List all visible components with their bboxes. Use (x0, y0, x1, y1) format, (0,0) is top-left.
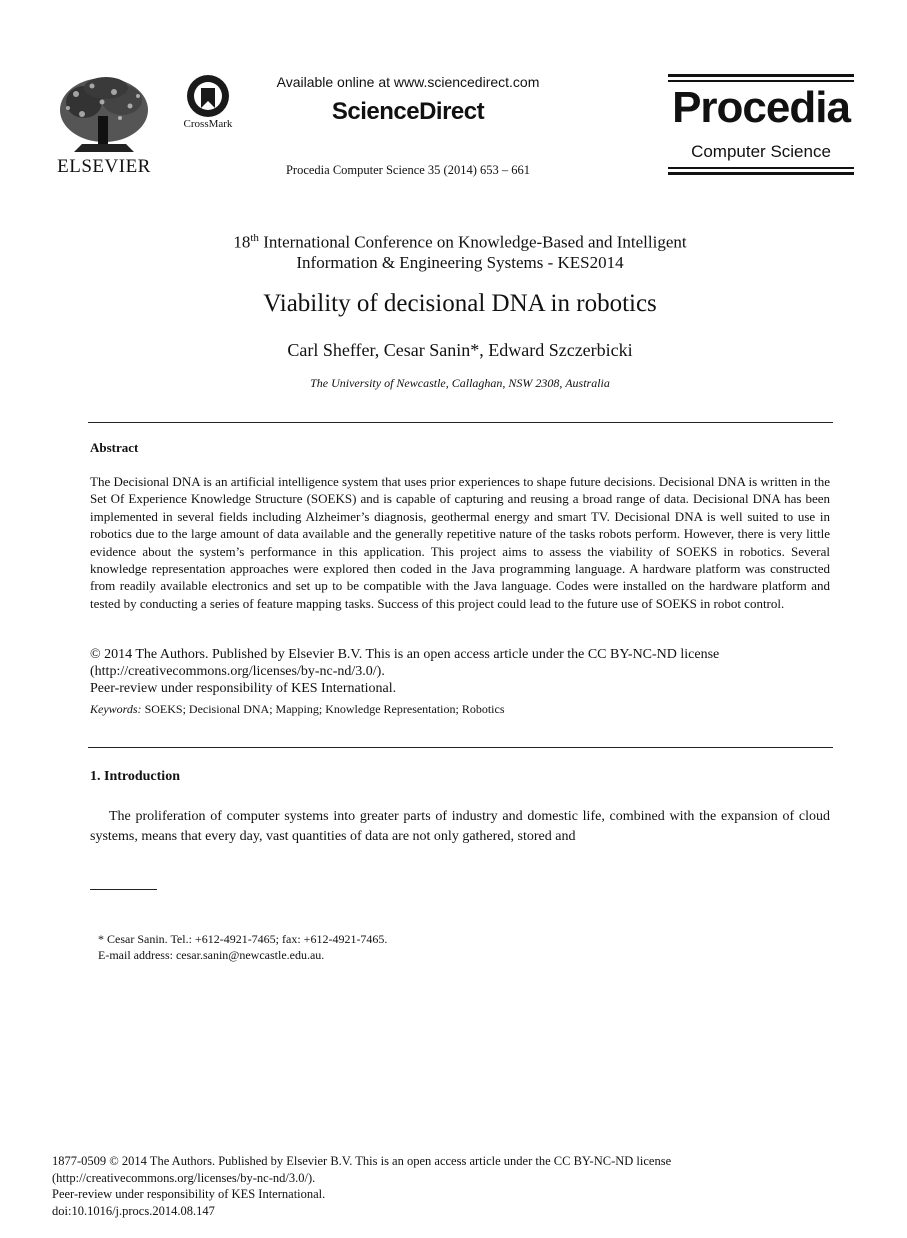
platform-name: ScienceDirect (331, 98, 485, 125)
divider-bottom (88, 747, 833, 748)
availability-line: Available online at www.sciencedirect.com (276, 74, 540, 90)
bottom-peer-review: Peer-review under responsibility of KES International. (52, 1187, 326, 1201)
keywords-list: SOEKS; Decisional DNA; Mapping; Knowledge Representation; Robotics (141, 702, 505, 716)
copyright-notice (90, 646, 830, 697)
conference-ordinal: 18 (233, 232, 251, 252)
footnote-email: E-mail address: cesar.sanin@newcastle.edu.au. (98, 948, 325, 962)
doi[interactable]: doi:10.1016/j.procs.2014.08.147 (52, 1203, 215, 1218)
journal-brand: Procedia (672, 83, 850, 132)
keywords-label: Keywords: (90, 702, 142, 716)
divider-top (88, 422, 833, 423)
affiliation: The University of Newcastle, Callaghan, NSW 2308, Australia (310, 376, 610, 390)
crossmark-label: CrossMark (183, 118, 233, 130)
copyright-line: © 2014 The Authors. Published by Elsevier B.V. This is an open access article under the CC BY-NC-ND license (90, 647, 720, 662)
bottom-matter (52, 1153, 852, 1219)
conference-name (110, 228, 810, 273)
introduction-body (90, 807, 830, 846)
section-heading: 1. Introduction (90, 769, 180, 784)
journal-reference: Procedia Computer Science 35 (2014) 653 – 661 (285, 163, 531, 177)
conference-line2: Information & Engineering Systems - KES2014 (296, 252, 624, 272)
journal-brand-sub: Computer Science (691, 142, 831, 161)
journal-brand-logo (668, 74, 854, 176)
paper-title: Viability of decisional DNA in robotics (263, 290, 657, 317)
peer-review-note: Peer-review under responsibility of KES International. (90, 681, 397, 696)
introduction-paragraph: The proliferation of computer systems into greater parts of industry and domestic life, combined with the expansion of cloud systems, means that every day, vast quantities of data are not only gathered, stored and (90, 809, 830, 844)
conference-line1: International Conference on Knowledge-Based and Intelligent (258, 232, 687, 252)
publisher-name: ELSEVIER (57, 156, 151, 177)
abstract-body: The Decisional DNA is an artificial intelligence system that uses prior experiences to shape future decisions. Decisional DNA is written in the Set Of Experience Knowledge Structure (SOEKS) and is capable of capturing and reusing a broad range of data. Decisional DNA has been implemented in several fields including Alzheimer’s diagnosis, geothermal energy and smart TV. Decisional DNA is well suited to use in robotics due to the large amount of data available and the generally repetitive nature of the tasks robots perform. However, there is very little evidence about the system’s performance in this application. This project aims to assess the viability of SOEKS in robotics. Several knowledge representation approaches were explored then coded in the Java programming language. A hardware platform was constructed from readily available electronics and set up to be compatible with the Java language. Codes were installed on the hardware platform and tested by conducting a series of feature mapping tasks. Success of this project could lead to the future use of SOEKS in robot control. (90, 474, 830, 611)
footnote (98, 931, 828, 963)
keywords (90, 702, 830, 717)
issn-line: 1877-0509 © 2014 The Authors. Published by Elsevier B.V. This is an open access article under the CC BY-NC-ND license (52, 1154, 672, 1168)
footnote-contact: * Cesar Sanin. Tel.: +612-4921-7465; fax: +612-4921-7465. (98, 932, 388, 946)
author-list: Carl Sheffer, Cesar Sanin*, Edward Szczerbicki (287, 340, 633, 360)
conference-ordinal-suffix: th (250, 232, 259, 244)
abstract-heading: Abstract (90, 440, 139, 455)
license-link[interactable]: (http://creativecommons.org/licenses/by-nc-nd/3.0/). (90, 664, 385, 679)
footnote-rule (90, 889, 157, 890)
bottom-license-link[interactable]: (http://creativecommons.org/licenses/by-nc-nd/3.0/). (52, 1170, 316, 1185)
